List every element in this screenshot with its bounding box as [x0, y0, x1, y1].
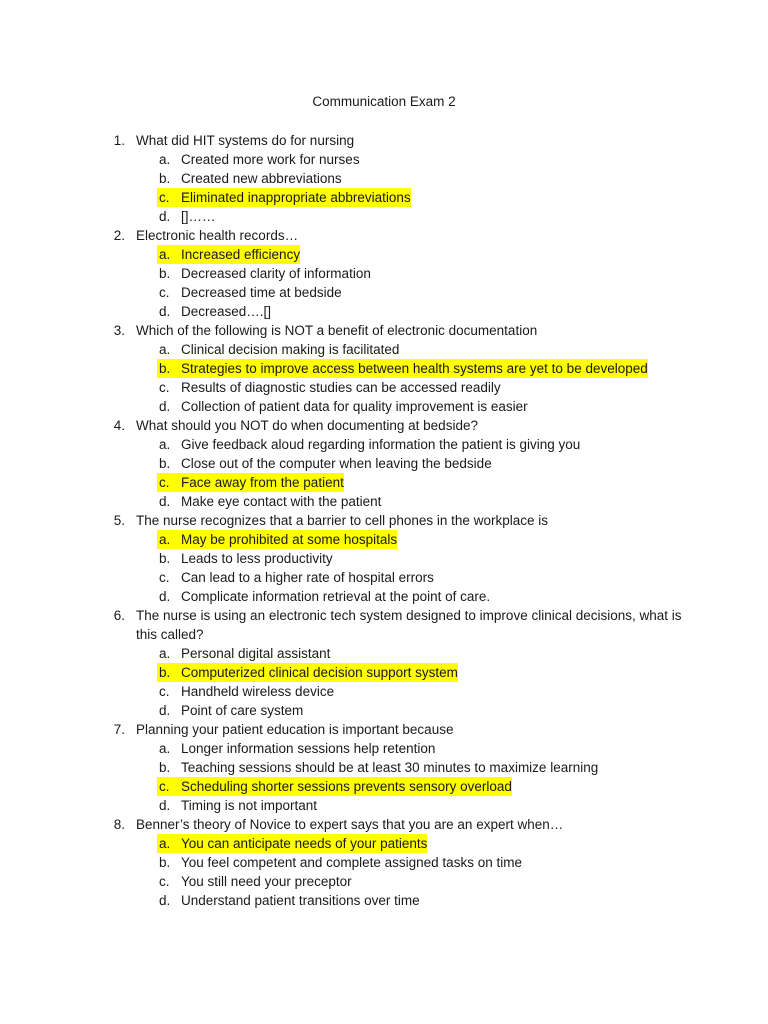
- answer-label: c.: [157, 188, 181, 207]
- answer-option: [0, 302, 768, 321]
- question-6: [0, 606, 768, 644]
- answer-text: Eliminated inappropriate abbreviations: [181, 190, 411, 205]
- question-text: Benner’s theory of Novice to expert says that you are an expert when…: [136, 817, 564, 832]
- answer-option-highlighted: [0, 473, 768, 492]
- answer-text: Decreased clarity of information: [181, 266, 371, 281]
- answer-option: [0, 264, 768, 283]
- answer-option-highlighted: [0, 188, 768, 207]
- question-4: [0, 416, 768, 435]
- answer-label: d.: [159, 399, 171, 414]
- answer-text: Make eye contact with the patient: [181, 494, 382, 509]
- answer-text: Complicate information retrieval at the point of care.: [181, 589, 491, 604]
- answer-text: Can lead to a higher rate of hospital errors: [181, 570, 434, 585]
- question-number: 5.: [113, 513, 125, 528]
- answer-option-highlighted: [0, 777, 768, 796]
- answer-option-highlighted: [0, 245, 768, 264]
- answer-option: [0, 378, 768, 397]
- answer-label: a.: [159, 152, 171, 167]
- answer-option: [0, 435, 768, 454]
- question-number: 2.: [113, 228, 125, 243]
- question-7: [0, 720, 768, 739]
- answer-option: [0, 283, 768, 302]
- answer-text: You still need your preceptor: [181, 874, 352, 889]
- answer-option: [0, 397, 768, 416]
- answer-text: Point of care system: [181, 703, 304, 718]
- answer-label: b.: [159, 456, 171, 471]
- answer-text: Give feedback aloud regarding information the patient is giving you: [181, 437, 581, 452]
- answer-option: [0, 891, 768, 910]
- answer-text: Understand patient transitions over time: [181, 893, 420, 908]
- answer-text: Leads to less productivity: [181, 551, 333, 566]
- answer-text: Increased efficiency: [181, 247, 301, 262]
- answer-label: b.: [157, 359, 181, 378]
- answer-text: Face away from the patient: [181, 475, 344, 490]
- answer-option: [0, 682, 768, 701]
- answer-label: a.: [159, 437, 171, 452]
- answer-option: [0, 701, 768, 720]
- answer-option: [0, 549, 768, 568]
- answer-option: [0, 587, 768, 606]
- question-number: 1.: [113, 133, 125, 148]
- answer-option: [0, 207, 768, 226]
- answer-option-highlighted: [0, 663, 768, 682]
- answer-label: d.: [159, 494, 171, 509]
- question-8: [0, 815, 768, 834]
- answer-label: a.: [159, 646, 171, 661]
- question-text: The nurse is using an electronic tech system designed to improve clinical decisions, what is this called?: [136, 608, 682, 642]
- answer-option: [0, 568, 768, 587]
- answer-label: a.: [157, 245, 181, 264]
- question-text: What should you NOT do when documenting at bedside?: [136, 418, 478, 433]
- answer-option: [0, 739, 768, 758]
- answer-label: b.: [159, 171, 171, 186]
- answer-option: [0, 492, 768, 511]
- answer-text: You feel competent and complete assigned tasks on time: [181, 855, 522, 870]
- answer-option-highlighted: [0, 834, 768, 853]
- answer-text: []……: [181, 209, 216, 224]
- answer-text: Timing is not important: [181, 798, 318, 813]
- answer-text: Longer information sessions help retention: [181, 741, 436, 756]
- answer-option: [0, 796, 768, 815]
- answer-option: [0, 644, 768, 663]
- answer-label: a.: [157, 834, 181, 853]
- answer-label: c.: [157, 777, 181, 796]
- question-5: [0, 511, 768, 530]
- answer-label: b.: [159, 551, 171, 566]
- answer-label: c.: [159, 285, 170, 300]
- answer-label: b.: [159, 760, 171, 775]
- question-3: [0, 321, 768, 340]
- answer-label: a.: [159, 342, 171, 357]
- answer-label: b.: [159, 855, 171, 870]
- answer-label: a.: [159, 741, 171, 756]
- question-number: 4.: [113, 418, 125, 433]
- question-text: The nurse recognizes that a barrier to cell phones in the workplace is: [136, 513, 548, 528]
- answer-label: b.: [159, 266, 171, 281]
- answer-text: Teaching sessions should be at least 30 minutes to maximize learning: [181, 760, 599, 775]
- question-list: [0, 131, 768, 910]
- answer-text: Computerized clinical decision support system: [181, 665, 458, 680]
- answer-text: Collection of patient data for quality improvement is easier: [181, 399, 528, 414]
- answer-option: [0, 340, 768, 359]
- answer-option: [0, 853, 768, 872]
- question-number: 6.: [113, 608, 125, 623]
- answer-text: Strategies to improve access between health systems are yet to be developed: [181, 361, 648, 376]
- question-text: Which of the following is NOT a benefit of electronic documentation: [136, 323, 538, 338]
- answer-label: d.: [159, 703, 171, 718]
- question-number: 8.: [113, 817, 125, 832]
- answer-text: Personal digital assistant: [181, 646, 331, 661]
- answer-option: [0, 758, 768, 777]
- answer-text: Clinical decision making is facilitated: [181, 342, 400, 357]
- question-number: 7.: [113, 722, 125, 737]
- answer-text: Handheld wireless device: [181, 684, 335, 699]
- answer-text: You can anticipate needs of your patients: [181, 836, 428, 851]
- answer-text: May be prohibited at some hospitals: [181, 532, 398, 547]
- answer-label: d.: [159, 893, 171, 908]
- answer-text: Created new abbreviations: [181, 171, 342, 186]
- answer-label: c.: [159, 380, 170, 395]
- answer-text: Created more work for nurses: [181, 152, 360, 167]
- answer-text: Decreased….[]: [181, 304, 272, 319]
- answer-text: Results of diagnostic studies can be accessed readily: [181, 380, 501, 395]
- question-number: 3.: [113, 323, 125, 338]
- answer-label: d.: [159, 209, 171, 224]
- question-text: Electronic health records…: [136, 228, 299, 243]
- answer-text: Close out of the computer when leaving the bedside: [181, 456, 492, 471]
- answer-label: c.: [159, 684, 170, 699]
- answer-text: Decreased time at bedside: [181, 285, 342, 300]
- document-title: Communication Exam 2: [312, 94, 456, 109]
- answer-option: [0, 872, 768, 891]
- question-1: [0, 131, 768, 150]
- answer-label: d.: [159, 589, 171, 604]
- answer-label: b.: [157, 663, 181, 682]
- question-text: What did HIT systems do for nursing: [136, 133, 355, 148]
- answer-option-highlighted: [0, 359, 768, 378]
- answer-text: Scheduling shorter sessions prevents sensory overload: [181, 779, 512, 794]
- answer-label: d.: [159, 304, 171, 319]
- question-text: Planning your patient education is important because: [136, 722, 454, 737]
- answer-option: [0, 454, 768, 473]
- question-2: [0, 226, 768, 245]
- answer-label: c.: [157, 473, 181, 492]
- answer-option-highlighted: [0, 530, 768, 549]
- answer-label: c.: [159, 874, 170, 889]
- answer-option: [0, 150, 768, 169]
- answer-option: [0, 169, 768, 188]
- answer-label: a.: [157, 530, 181, 549]
- answer-label: d.: [159, 798, 171, 813]
- answer-label: c.: [159, 570, 170, 585]
